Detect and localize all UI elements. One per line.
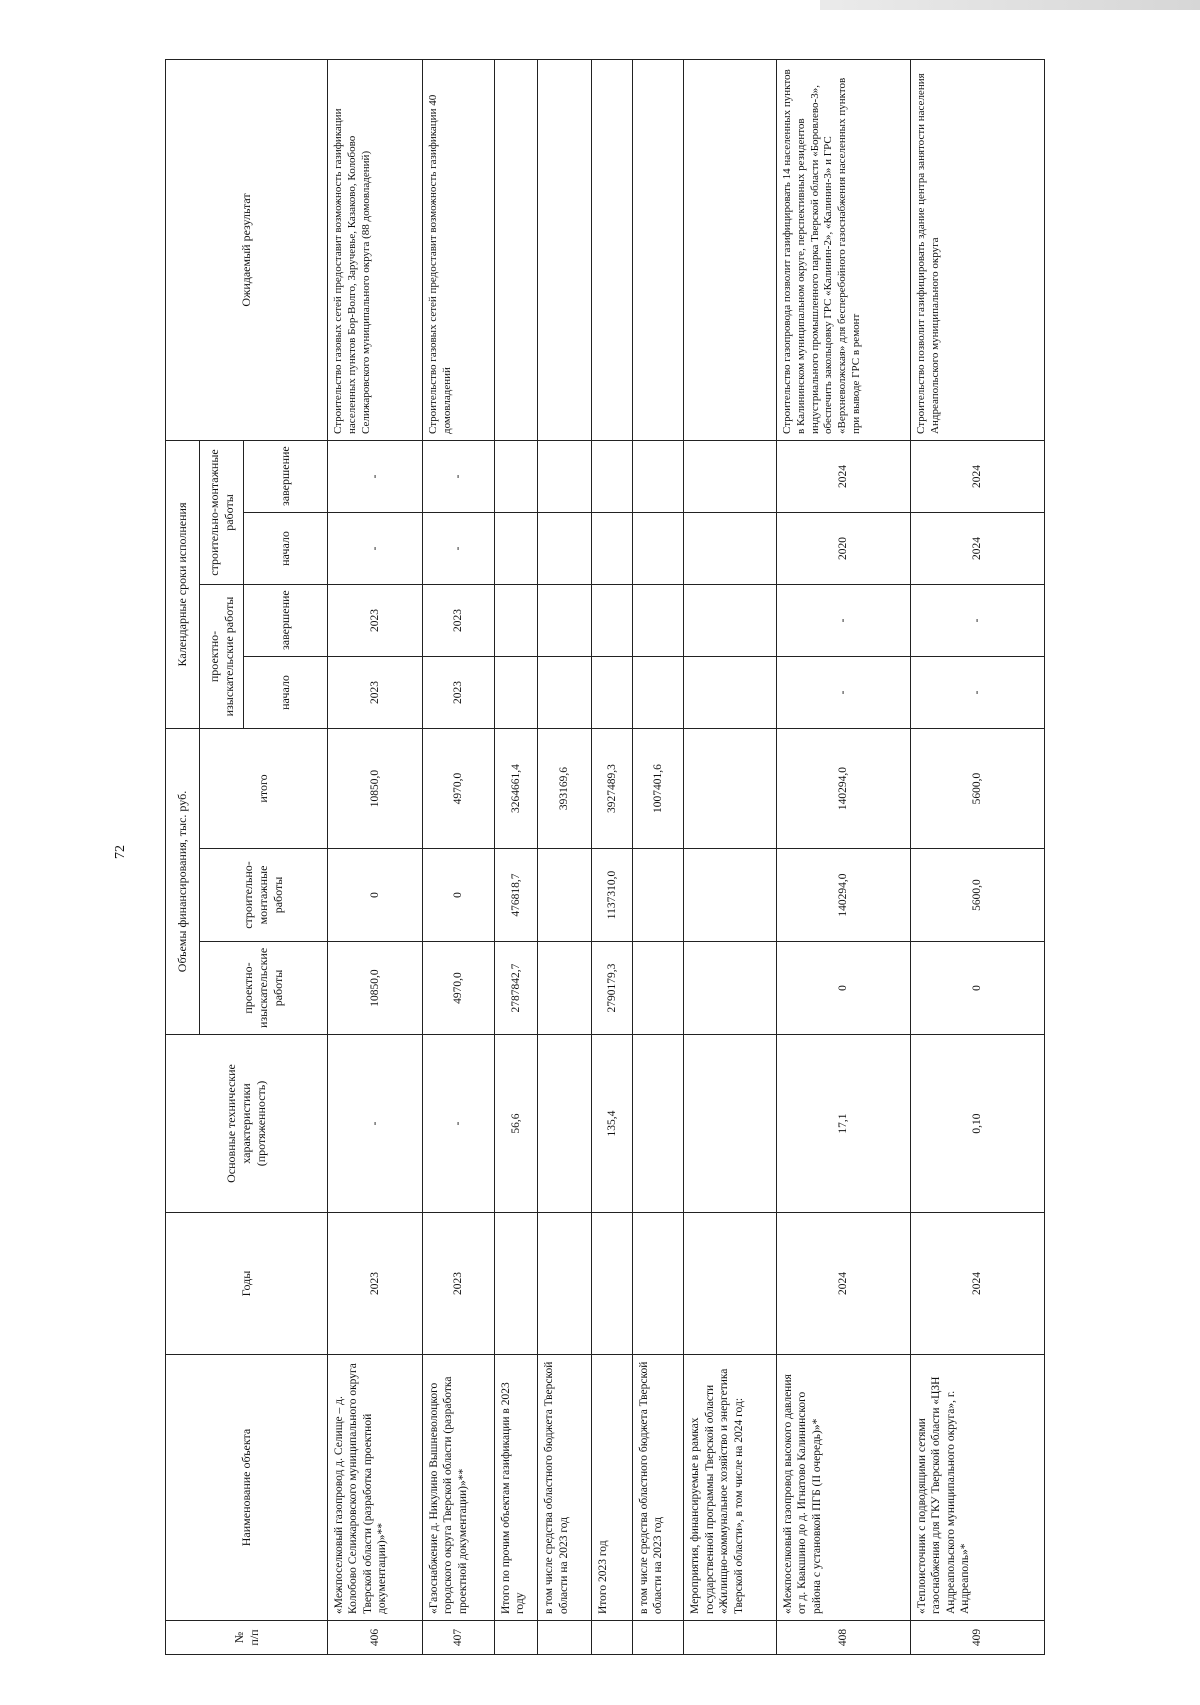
cell-construction-start (684, 512, 777, 584)
cell-construction-end: 2024 (777, 440, 911, 512)
header-construction-work: строительно-монтажные работы (200, 849, 328, 942)
cell-construction: 0 (328, 849, 423, 942)
cell-design-start: 2023 (328, 656, 423, 728)
cell-design-start (632, 656, 684, 728)
rotated-page (165, 60, 1045, 1655)
cell-design-start: - (911, 656, 1045, 728)
cell-design: 2790179,3 (591, 942, 632, 1035)
cell-construction-start: 2020 (777, 512, 911, 584)
cell-total: 393169,6 (538, 728, 592, 848)
cell-design-end: 2023 (328, 584, 423, 656)
cell-no (538, 1621, 592, 1655)
cell-construction (684, 849, 777, 942)
table-row (684, 59, 777, 1654)
cell-construction-end (494, 440, 537, 512)
cell-construction: 5600,0 (911, 849, 1045, 942)
cell-total: 3927489,3 (591, 728, 632, 848)
cell-total: 5600,0 (911, 728, 1045, 848)
header-result: Ожидаемый результат (166, 59, 328, 440)
cell-result (494, 59, 537, 440)
cell-length: 135,4 (591, 1035, 632, 1213)
header-funding: Объемы финансирования, тыс. руб. (166, 728, 200, 1034)
cell-no (632, 1621, 684, 1655)
cell-design-start (684, 656, 777, 728)
cell-length (684, 1035, 777, 1213)
cell-design-start (591, 656, 632, 728)
table-row (422, 59, 494, 1654)
cell-construction-end: - (328, 440, 423, 512)
cell-design-start (538, 656, 592, 728)
header-design-work: проектно-изыскательские работы (200, 942, 328, 1035)
header-years: Годы (166, 1213, 328, 1355)
cell-year (684, 1213, 777, 1355)
header-schedule: Календарные сроки исполнения (166, 440, 200, 728)
cell-result: Строительство газовых сетей предоставит возможность газификации 40 домовладений (422, 59, 494, 440)
cell-year (494, 1213, 537, 1355)
cell-construction-start (632, 512, 684, 584)
cell-name: в том числе средства областного бюджета Тверской области на 2023 год (632, 1355, 684, 1621)
cell-total: 140294,0 (777, 728, 911, 848)
cell-no (684, 1621, 777, 1655)
cell-length (538, 1035, 592, 1213)
cell-result: Строительство газопровода позволит газифицировать 14 населенных пунктов в Калининском муниципальном округе, перспективных резидентов индустриального промышленного парка Тверской области «Боровлево-3», обеспечить закольцовку ГРС «Калинин-2», «Калинин-3» и ГРС «Верхневолжская» для бесперебойного газоснабжения населенных пунктов при выводе ГРС в ремонт (777, 59, 911, 440)
cell-design-end: 2023 (422, 584, 494, 656)
cell-construction-end: - (422, 440, 494, 512)
cell-year: 2024 (911, 1213, 1045, 1355)
cell-no: 406 (328, 1621, 423, 1655)
cell-design (684, 942, 777, 1035)
cell-year (591, 1213, 632, 1355)
cell-construction-start: - (328, 512, 423, 584)
header-design-end: завершение (244, 584, 328, 656)
cell-length: - (328, 1035, 423, 1213)
cell-result (684, 59, 777, 440)
cell-design-start (494, 656, 537, 728)
cell-total: 10850,0 (328, 728, 423, 848)
table-row (777, 59, 911, 1654)
cell-construction (632, 849, 684, 942)
cell-construction-start (538, 512, 592, 584)
header-construction-end: завершение (244, 440, 328, 512)
cell-year (632, 1213, 684, 1355)
cell-length (632, 1035, 684, 1213)
cell-design-start: 2023 (422, 656, 494, 728)
cell-design-start: - (777, 656, 911, 728)
cell-design-end (538, 584, 592, 656)
cell-year: 2023 (422, 1213, 494, 1355)
cell-year: 2024 (777, 1213, 911, 1355)
cell-design: 2787842,7 (494, 942, 537, 1035)
cell-name: Итого по прочим объектам газификации в 2023 году (494, 1355, 537, 1621)
cell-name: «Теплоисточник с подводящими сетями газоснабжения для ГКУ Тверской области «ЦЗН Андреапольского муниципального округа», г. Андреаполь»* (911, 1355, 1045, 1621)
cell-design (632, 942, 684, 1035)
cell-length: - (422, 1035, 494, 1213)
cell-construction-start (591, 512, 632, 584)
cell-design (538, 942, 592, 1035)
cell-construction-end (632, 440, 684, 512)
cell-name: Мероприятия, финансируемые в рамках государственной программы Тверской области «Жилищно-коммунальное хозяйство и энергетика Тверской области», в том числе на 2024 год: (684, 1355, 777, 1621)
cell-year: 2023 (328, 1213, 423, 1355)
cell-year (538, 1213, 592, 1355)
cell-result (538, 59, 592, 440)
table-row (538, 59, 592, 1654)
table-row (632, 59, 684, 1654)
header-no: № п/п (166, 1621, 328, 1655)
cell-construction-end: 2024 (911, 440, 1045, 512)
cell-name: «Межпоселковый газопровод д. Селище – д. Колобово Селижаровского муниципального округа Тверской области (разработка проектной документации)»** (328, 1355, 423, 1621)
cell-construction-end (684, 440, 777, 512)
table-row (328, 59, 423, 1654)
cell-total: 3264661,4 (494, 728, 537, 848)
header-name: Наименование объекта (166, 1355, 328, 1621)
table-row (591, 59, 632, 1654)
cell-design-end (494, 584, 537, 656)
cell-design: 0 (777, 942, 911, 1035)
cell-construction-start: 2024 (911, 512, 1045, 584)
cell-result (591, 59, 632, 440)
cell-no: 408 (777, 1621, 911, 1655)
gasification-table (165, 59, 1045, 1655)
cell-name: «Газоснабжение д. Никулино Вышневолоцкого городского округа Тверской области (разработка проектной документации)»** (422, 1355, 494, 1621)
cell-construction: 0 (422, 849, 494, 942)
cell-result (632, 59, 684, 440)
cell-construction (538, 849, 592, 942)
cell-design-end: - (777, 584, 911, 656)
cell-name: «Межпоселковый газопровод высокого давления от д. Квакшино до д. Игнатово Калининского района с установкой ПГБ (II очередь)»* (777, 1355, 911, 1621)
cell-no: 407 (422, 1621, 494, 1655)
cell-design: 10850,0 (328, 942, 423, 1035)
cell-design: 4970,0 (422, 942, 494, 1035)
cell-design-end (684, 584, 777, 656)
cell-construction: 1137310,0 (591, 849, 632, 942)
header-design-start: начало (244, 656, 328, 728)
header-construction-schedule: строительно-монтажные работы (200, 440, 244, 584)
cell-result: Строительство позволит газифицировать здание центра занятости населения Андреапольского муниципального округа (911, 59, 1045, 440)
cell-construction: 140294,0 (777, 849, 911, 942)
cell-total: 1007401,6 (632, 728, 684, 848)
cell-design-end: - (911, 584, 1045, 656)
cell-length: 0,10 (911, 1035, 1045, 1213)
header-design-schedule: проектно-изыскательские работы (200, 584, 244, 728)
cell-design-end (591, 584, 632, 656)
cell-name: Итого 2023 год (591, 1355, 632, 1621)
header-construction-start: начало (244, 512, 328, 584)
cell-total: 4970,0 (422, 728, 494, 848)
cell-construction-end (538, 440, 592, 512)
cell-design-end (632, 584, 684, 656)
scan-artifact (0, 0, 1200, 10)
cell-length: 17,1 (777, 1035, 911, 1213)
cell-total (684, 728, 777, 848)
cell-construction-start (494, 512, 537, 584)
header-total: итого (200, 728, 328, 848)
cell-no (591, 1621, 632, 1655)
cell-no: 409 (911, 1621, 1045, 1655)
header-specs: Основные технические характеристики (протяженность) (166, 1035, 328, 1213)
table-row (911, 59, 1045, 1654)
cell-name: в том числе средства областного бюджета Тверской области на 2023 год (538, 1355, 592, 1621)
cell-length: 56,6 (494, 1035, 537, 1213)
cell-result: Строительство газовых сетей предоставит возможность газификации населенных пунктов Бор-Волго, Заручевье, Казаково, Колобово Селижаровского муниципального округа (88 домовладений) (328, 59, 423, 440)
cell-no (494, 1621, 537, 1655)
table-row (494, 59, 537, 1654)
cell-construction: 476818,7 (494, 849, 537, 942)
cell-design: 0 (911, 942, 1045, 1035)
page-number: 72 (113, 845, 128, 859)
cell-construction-end (591, 440, 632, 512)
cell-construction-start: - (422, 512, 494, 584)
